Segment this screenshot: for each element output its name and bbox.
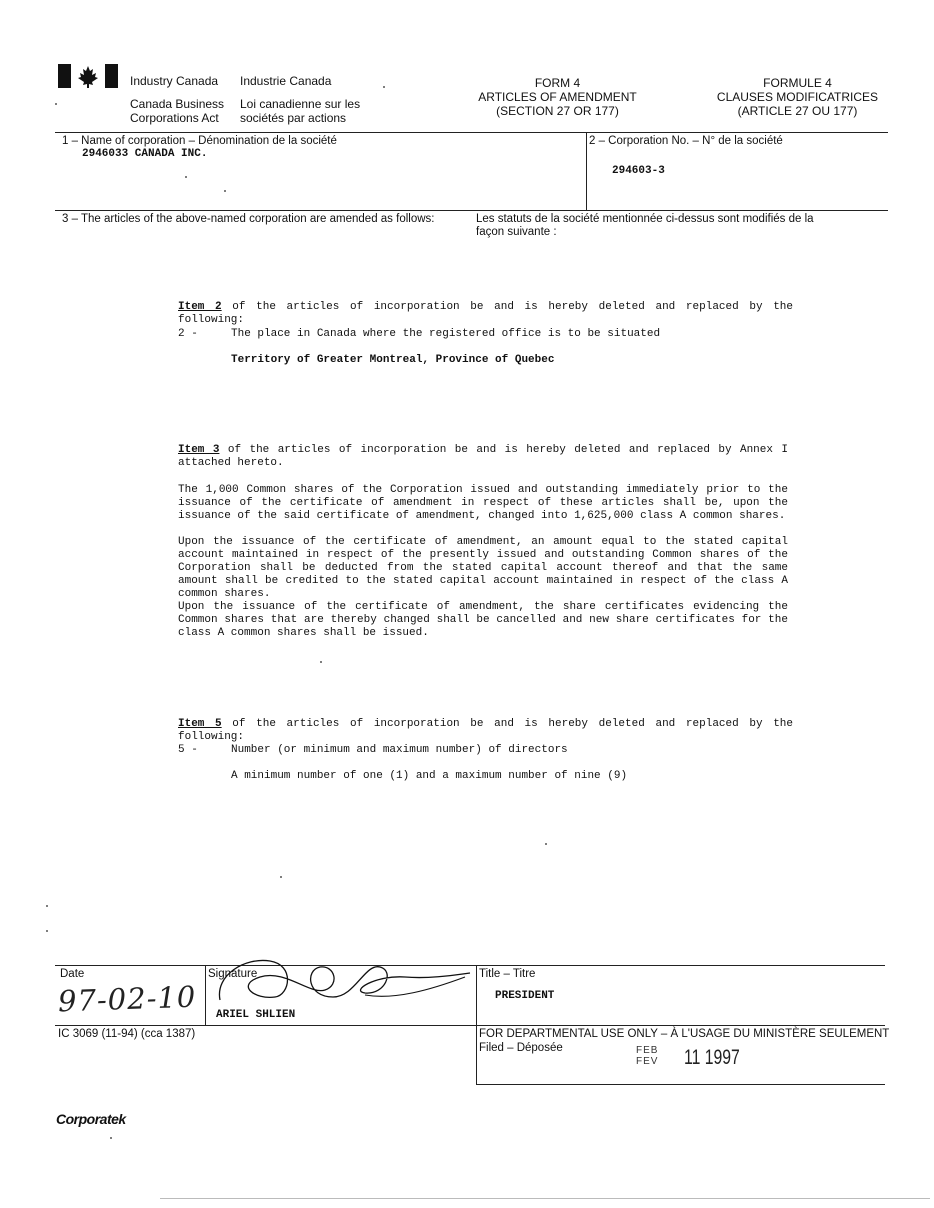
corp-number-label: 2 – Corporation No. – N° de la société [589, 135, 783, 147]
item2-intro-text: of the articles of incorporation be and is hereby deleted and replaced by the following: [178, 301, 793, 326]
corp-name-label: 1 – Name of corporation – Dénomination de la société [62, 135, 337, 147]
field-divider [586, 132, 587, 210]
form-fr-line1: FORMULE 4 [763, 76, 832, 90]
canada-flag-logo [58, 64, 118, 88]
title-label: Title – Titre [479, 968, 536, 980]
scan-speck [280, 876, 282, 878]
form-en-line2: ARTICLES OF AMENDMENT [478, 90, 637, 104]
item5-value: A minimum number of one (1) and a maximum number of nine (9) [231, 770, 628, 782]
stamp-month-fr: FEV [636, 1056, 659, 1067]
signature-label: Signature [208, 968, 258, 980]
corporatek-logo [56, 1111, 126, 1129]
footer-bottom-rule [476, 1084, 885, 1085]
act-fr: Loi canadienne sur les sociétés par actions [240, 97, 361, 125]
item2-value: Territory of Greater Montreal, Province of Quebec [231, 354, 555, 366]
form-title-fr [710, 76, 885, 118]
item2-number: 2 - [178, 328, 198, 340]
item5-intro-text: of the articles of incorporation be and is hereby deleted and replaced by the following: [178, 718, 793, 743]
item2-ref: Item 2 [178, 301, 222, 313]
item3-ref: Item 3 [178, 444, 220, 456]
dept-use-label: FOR DEPARTMENTAL USE ONLY – À L'USAGE DU MINISTÈRE SEULEMENT [479, 1028, 890, 1040]
title-value: PRESIDENT [495, 990, 555, 1002]
form-fr-line2: CLAUSES MODIFICATRICES [716, 90, 879, 104]
scan-speck [46, 905, 48, 907]
date-handwritten: 97-02-10 [57, 979, 197, 1019]
form-title-en [470, 76, 645, 118]
item3-para1: The 1,000 Common shares of the Corporation issued and outstanding immediately prior to the issuance of the certificate of amendment in respect of these articles shall be, upon the issuance of the said certificate of amendment, changed into 1,625,000 class A common shares. [178, 484, 788, 522]
signature-scribble [215, 955, 475, 1010]
item3-intro [178, 444, 788, 470]
scan-speck [545, 843, 547, 845]
act-en: Canada Business Corporations Act [130, 97, 225, 125]
filed-label: Filed – Déposée [479, 1042, 563, 1054]
signer-name: ARIEL SHLIEN [216, 1009, 296, 1021]
scan-speck [185, 176, 187, 178]
item5-intro [178, 718, 793, 744]
item5-number: 5 - [178, 744, 198, 756]
scan-speck [320, 661, 322, 663]
dept-fr: Industrie Canada [240, 74, 332, 88]
item5-heading: Number (or minimum and maximum number) of directors [231, 744, 568, 756]
item5-ref: Item 5 [178, 718, 222, 730]
form-code: IC 3069 (11-94) (cca 1387) [58, 1028, 196, 1040]
date-sig-divider [205, 965, 206, 1025]
top-rule [55, 132, 888, 133]
scan-speck [55, 103, 57, 105]
item3-para3: Upon the issuance of the certificate of amendment, the share certificates evidencing the Common shares that are thereby changed shall be cancelled and new share certificates for the class A common shares shall be issued. [178, 601, 788, 639]
stamp-month-en: FEB [636, 1045, 659, 1056]
corporatek-text: Corporatek [56, 1111, 126, 1127]
scan-speck [224, 190, 226, 192]
dept-en: Industry Canada [130, 74, 219, 88]
scan-speck [46, 930, 48, 932]
item2-intro [178, 301, 793, 327]
form-en-line3: (SECTION 27 OR 177) [496, 104, 619, 118]
item3-para2: Upon the issuance of the certificate of amendment, an amount equal to the stated capital account maintained in respect of the presently issued and outstanding Common shares of the Corporation shall be deducted from the stated capital account thereof and that the same amount shall be credited to the stated capital account maintained in respect of the class A common shares. [178, 536, 788, 600]
scan-speck [110, 1137, 112, 1139]
articles-label-fr: Les statuts de la société mentionnée ci-dessus sont modifiés de la façon suivante : [476, 213, 814, 238]
corp-number-value: 294603-3 [612, 165, 665, 177]
articles-label-en: 3 – The articles of the above-named corporation are amended as follows: [62, 213, 435, 225]
scan-speck [383, 86, 385, 88]
field-rule [55, 210, 888, 211]
form-en-line1: FORM 4 [534, 76, 581, 90]
scan-edge-line [160, 1198, 930, 1199]
stamp-date: 11 1997 [684, 1046, 740, 1069]
date-label: Date [60, 968, 85, 980]
item3-intro-text: of the articles of incorporation be and is hereby deleted and replaced by Annex I attached hereto. [178, 444, 789, 469]
item2-heading: The place in Canada where the registered office is to be situated [231, 328, 661, 340]
form-fr-line3: (ARTICLE 27 OU 177) [737, 104, 858, 118]
footer-mid-rule [55, 1025, 885, 1026]
corp-name-value: 2946033 CANADA INC. [82, 148, 208, 160]
